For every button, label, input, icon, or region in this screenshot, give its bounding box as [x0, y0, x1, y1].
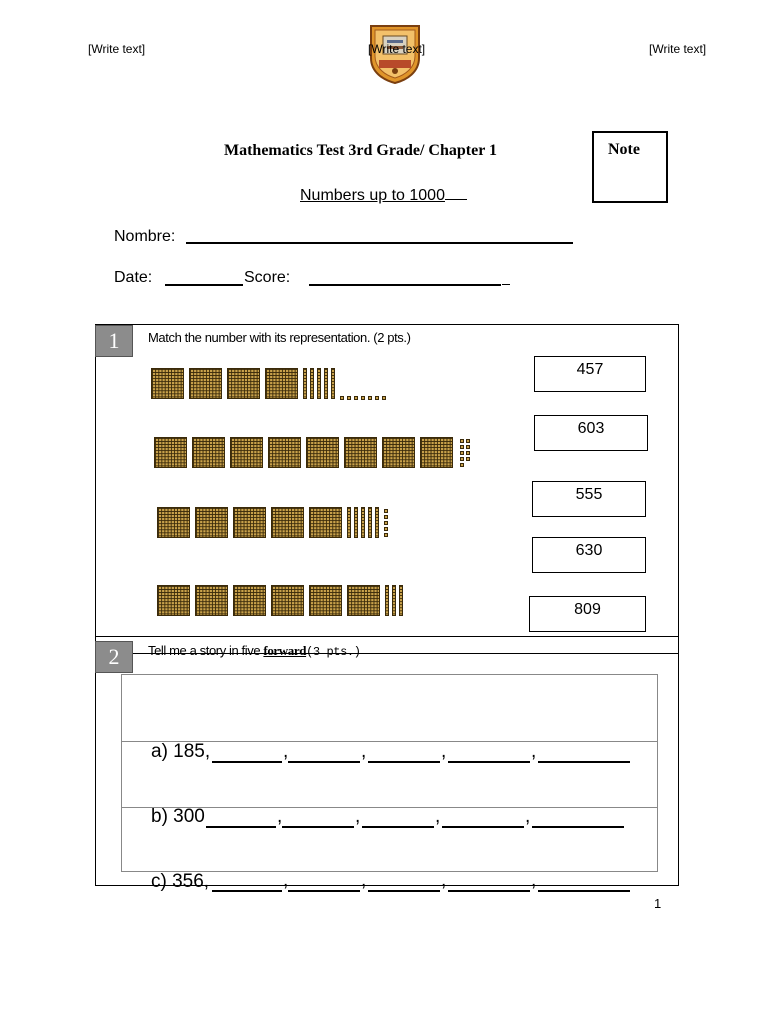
- comma-separator: ,: [531, 741, 537, 762]
- hundred-block: [309, 585, 342, 616]
- one-cube: [466, 445, 470, 449]
- sequence-item-c: c) 356,: [151, 871, 210, 892]
- hundred-block: [195, 507, 228, 538]
- option-box-809[interactable]: 809: [529, 596, 646, 632]
- hundred-block: [154, 437, 187, 468]
- comma-separator: ,: [361, 870, 367, 891]
- blank-answer-line[interactable]: [288, 761, 360, 763]
- comma-separator: ,: [361, 741, 367, 762]
- hundred-block: [271, 585, 304, 616]
- subtitle-text: Numbers up to 1000: [300, 187, 445, 204]
- one-cube: [460, 457, 464, 461]
- blank-answer-line[interactable]: [288, 890, 360, 892]
- blank-answer-line[interactable]: [212, 890, 282, 892]
- one-cube: [382, 396, 386, 400]
- ten-rod: [324, 368, 328, 399]
- one-cube: [460, 463, 464, 467]
- hundred-block: [195, 585, 228, 616]
- option-box-457[interactable]: 457: [534, 356, 646, 392]
- one-cube: [466, 439, 470, 443]
- blank-answer-line[interactable]: [442, 826, 524, 828]
- comma-separator: ,: [531, 870, 537, 891]
- note-label: Note: [608, 141, 640, 158]
- ten-rod: [347, 507, 351, 538]
- hundred-block: [151, 368, 184, 399]
- one-cube: [384, 509, 388, 513]
- hundred-block: [227, 368, 260, 399]
- hundred-block: [265, 368, 298, 399]
- header-left-text: [Write text]: [88, 42, 146, 56]
- blank-answer-line[interactable]: [532, 826, 624, 828]
- option-box-630[interactable]: 630: [532, 537, 646, 573]
- ten-rod: [317, 368, 321, 399]
- header-center-text: [Write text]: [368, 42, 426, 56]
- one-cube: [460, 451, 464, 455]
- blank-answer-line[interactable]: [362, 826, 434, 828]
- hundred-block: [347, 585, 380, 616]
- blank-answer-line[interactable]: [206, 826, 276, 828]
- one-cube: [460, 445, 464, 449]
- ten-rod: [399, 585, 403, 616]
- one-cube: [384, 533, 388, 537]
- date-label: Date:: [114, 269, 153, 286]
- one-cube: [340, 396, 344, 400]
- hundred-block: [189, 368, 222, 399]
- sequence-answer-box: [121, 674, 658, 872]
- hundred-block: [233, 585, 266, 616]
- blank-answer-line[interactable]: [368, 761, 440, 763]
- ten-rod: [375, 507, 379, 538]
- hundred-block: [309, 507, 342, 538]
- comma-separator: ,: [283, 741, 289, 762]
- one-cube: [460, 439, 464, 443]
- comma-separator: ,: [283, 870, 289, 891]
- hundred-block: [233, 507, 266, 538]
- subtitle-underline: [445, 185, 467, 200]
- ten-rod: [331, 368, 335, 399]
- one-cube: [466, 457, 470, 461]
- hundred-block: [268, 437, 301, 468]
- instruction-points: (3 pts.): [306, 645, 361, 659]
- one-cube: [368, 396, 372, 400]
- comma-separator: ,: [355, 806, 361, 827]
- one-cube: [466, 451, 470, 455]
- blank-answer-line[interactable]: [538, 761, 630, 763]
- ten-rod: [368, 507, 372, 538]
- instruction-bold-word: forward: [263, 643, 307, 658]
- name-label: Nombre:: [114, 228, 176, 245]
- question-2-divider: [95, 636, 679, 637]
- question-1-instruction: Match the number with its representation. (2 pts.): [148, 330, 411, 345]
- ten-rod: [310, 368, 314, 399]
- blank-answer-line[interactable]: [212, 761, 282, 763]
- hundred-block: [306, 437, 339, 468]
- option-box-555[interactable]: 555: [532, 481, 646, 517]
- score-answer-line[interactable]: [309, 284, 501, 286]
- name-answer-line[interactable]: [186, 242, 573, 244]
- sequence-item-b: b) 300: [151, 806, 205, 827]
- comma-separator: ,: [525, 806, 531, 827]
- instruction-text: Tell me a story in five: [148, 643, 261, 658]
- one-cube: [361, 396, 365, 400]
- score-line-tail: [502, 284, 510, 285]
- one-cube: [354, 396, 358, 400]
- hundred-block: [344, 437, 377, 468]
- one-cube: [384, 527, 388, 531]
- page-number: 1: [654, 896, 662, 911]
- date-answer-line[interactable]: [165, 284, 243, 286]
- hundred-block: [271, 507, 304, 538]
- question-2-badge: 2: [95, 641, 133, 673]
- header-right-text: [Write text]: [649, 42, 707, 56]
- one-cube: [384, 521, 388, 525]
- option-box-603[interactable]: 603: [534, 415, 648, 451]
- comma-separator: ,: [441, 741, 447, 762]
- one-cube: [375, 396, 379, 400]
- hundred-block: [157, 507, 190, 538]
- ten-rod: [354, 507, 358, 538]
- hundred-block: [157, 585, 190, 616]
- test-subtitle: [300, 185, 467, 205]
- blank-answer-line[interactable]: [448, 761, 530, 763]
- hundred-block: [230, 437, 263, 468]
- blank-answer-line[interactable]: [448, 890, 530, 892]
- ten-rod: [361, 507, 365, 538]
- one-cube: [384, 515, 388, 519]
- question-1-badge: 1: [95, 325, 133, 357]
- hundred-block: [382, 437, 415, 468]
- one-cube: [347, 396, 351, 400]
- question-2-instruction: [148, 643, 361, 659]
- ten-rod: [392, 585, 396, 616]
- ten-rod: [303, 368, 307, 399]
- comma-separator: ,: [277, 806, 283, 827]
- test-title: Mathematics Test 3rd Grade/ Chapter 1: [224, 142, 498, 159]
- note-box: [592, 131, 668, 203]
- comma-separator: ,: [435, 806, 441, 827]
- blank-answer-line[interactable]: [368, 890, 440, 892]
- ten-rod: [385, 585, 389, 616]
- comma-separator: ,: [441, 870, 447, 891]
- hundred-block: [420, 437, 453, 468]
- blank-answer-line[interactable]: [538, 890, 630, 892]
- sequence-item-a: a) 185,: [151, 741, 211, 762]
- hundred-block: [192, 437, 225, 468]
- blank-answer-line[interactable]: [282, 826, 354, 828]
- score-label: Score:: [244, 269, 291, 286]
